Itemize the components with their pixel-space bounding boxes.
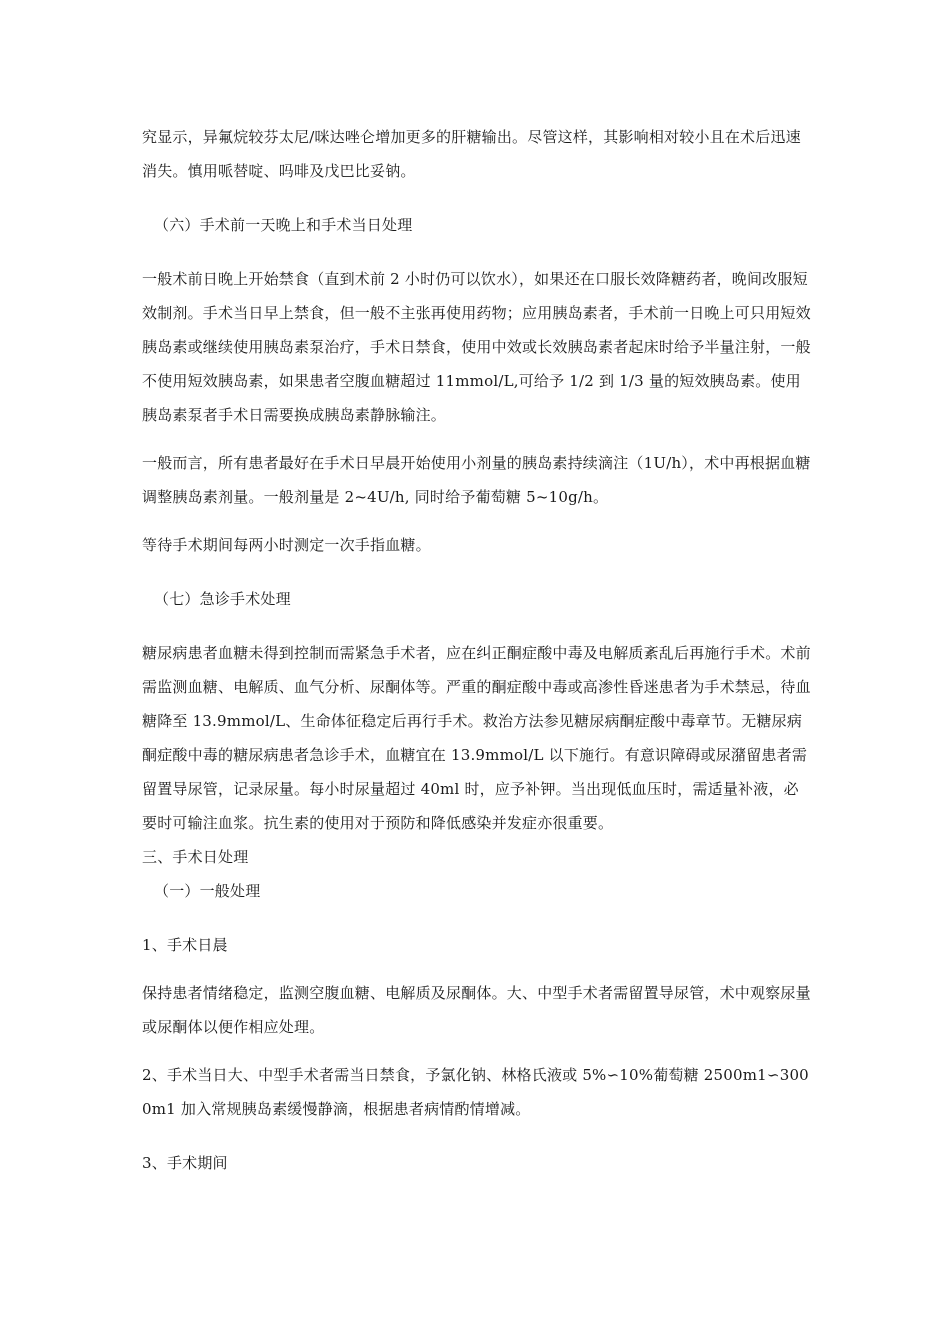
paragraph-insulin-infusion: 一般而言，所有患者最好在手术日早晨开始使用小剂量的胰岛素持续滴注（1U/h），术中再根据血糖调整胰岛素剂量。一般剂量是 2~4U/h, 同时给予葡萄糖 5~10g/h。 bbox=[142, 454, 811, 506]
paragraph-emergency-surgery: 糖尿病患者血糖未得到控制而需紧急手术者，应在纠正酮症酸中毒及电解质紊乱后再施行手术。术前需监测血糖、电解质、血气分析、尿酮体等。严重的酮症酸中毒或高渗性昏迷患者为手术禁忌，待血糖降至 13.9mmol/L、生命体征稳定后再行手术。救治方法参见糖尿病酮症酸中毒章节。无糖尿病酮症酸中毒的糖尿病患者急诊手术，血糖宜在 13.9mmol/L 以下施行。有意识障碍或尿潴留患者需留置导尿管，记录尿量。每小时尿量超过 40ml 时，应予补钾。当出现低血压时，需适量补液，必要时可输注血浆。抗生素的使用对于预防和降低感染并发症亦很重要。 bbox=[142, 644, 811, 832]
item-1-title: 1、手术日晨 bbox=[142, 936, 228, 954]
paragraph-glucose-monitoring: 等待手术期间每两小时测定一次手指血糖。 bbox=[142, 536, 431, 554]
item-3-title: 3、手术期间 bbox=[142, 1154, 228, 1172]
section-heading-7: （七）急诊手术处理 bbox=[154, 590, 291, 608]
paragraph-intro: 究显示，异氟烷较芬太尼/咪达唑仑增加更多的肝糖输出。尽管这样，其影响相对较小且在术后迅速消失。慎用哌替啶、吗啡及戊巴比妥钠。 bbox=[142, 128, 801, 180]
section-heading-3: 三、手术日处理 bbox=[142, 848, 249, 866]
item-1-body: 保持患者情绪稳定，监测空腹血糖、电解质及尿酮体。大、中型手术者需留置导尿管，术中观察尿量或尿酮体以便作相应处理。 bbox=[142, 984, 811, 1036]
document-body bbox=[142, 120, 812, 1180]
subsection-heading-general: （一）一般处理 bbox=[154, 882, 261, 900]
section-heading-6: （六）手术前一天晚上和手术当日处理 bbox=[154, 216, 413, 234]
paragraph-preop-night: 一般术前日晚上开始禁食（直到术前 2 小时仍可以饮水），如果还在口服长效降糖药者，晚间改服短效制剂。手术当日早上禁食，但一般不主张再使用药物；应用胰岛素者，手术前一日晚上可只用短效胰岛素或继续使用胰岛素泵治疗，手术日禁食，使用中效或长效胰岛素者起床时给予半量注射，一般不使用短效胰岛素，如果患者空腹血糖超过 11mmol/L,可给予 1/2 到 1/3 量的短效胰岛素。使用胰岛素泵者手术日需要换成胰岛素静脉输注。 bbox=[142, 270, 811, 424]
item-2: 2、手术当日大、中型手术者需当日禁食，予氯化钠、林格氏液或 5%∽10%葡萄糖 2500m1∽3000m1 加入常规胰岛素缓慢静滴，根据患者病情酌情增减。 bbox=[142, 1066, 809, 1118]
